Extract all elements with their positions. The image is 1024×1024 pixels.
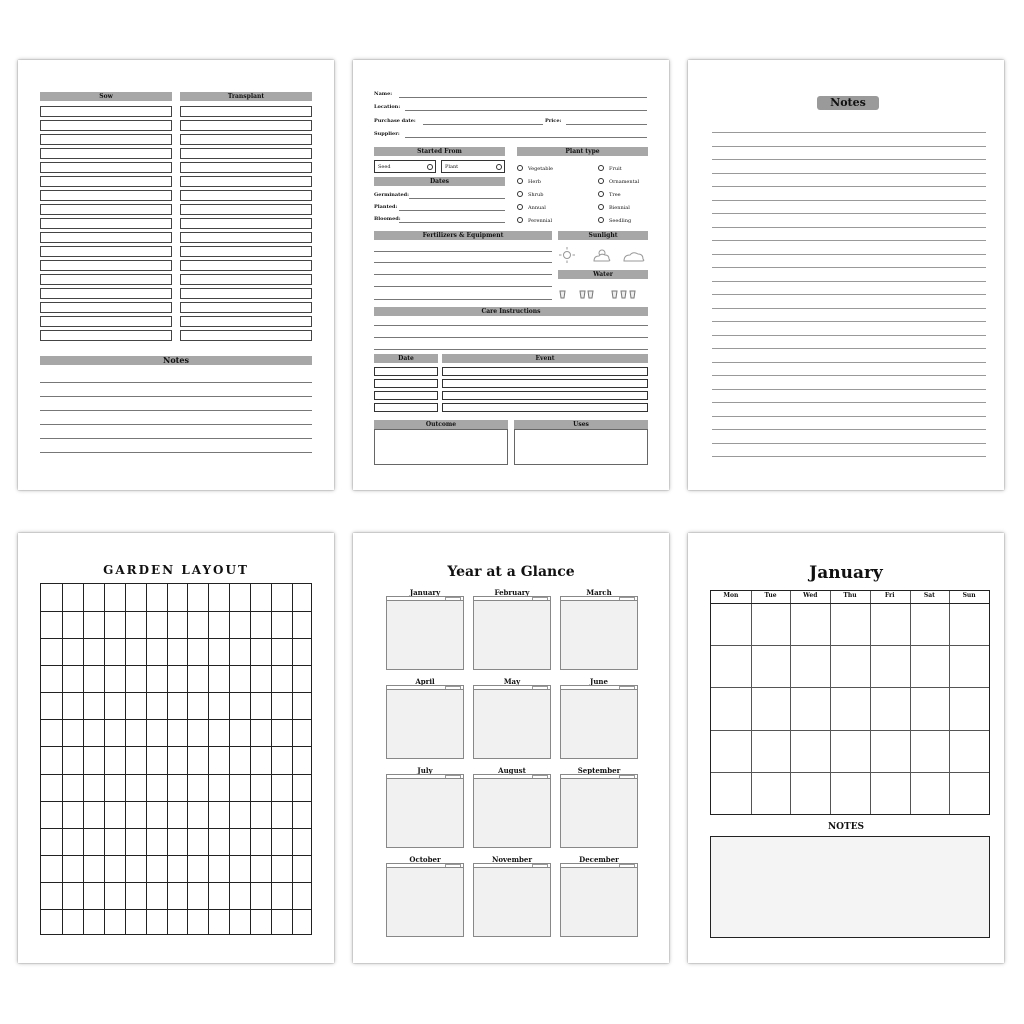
month-notes-area[interactable] bbox=[473, 867, 551, 937]
sun-icon bbox=[559, 247, 575, 263]
calendar-day-cell[interactable] bbox=[830, 603, 870, 645]
plant-type-label: Ornamental bbox=[609, 179, 640, 185]
sow-entry-box[interactable] bbox=[40, 316, 172, 327]
notes-line[interactable] bbox=[712, 159, 986, 160]
radio-icon[interactable] bbox=[517, 165, 523, 171]
sow-entry-box[interactable] bbox=[40, 274, 172, 285]
supplier-label: Supplier: bbox=[374, 131, 400, 137]
name-line[interactable] bbox=[399, 97, 647, 98]
month-card[interactable] bbox=[473, 855, 551, 935]
sow-entry-box[interactable] bbox=[40, 218, 172, 229]
glass-icon bbox=[580, 291, 585, 298]
grid-row-line bbox=[41, 882, 311, 883]
day-header: Sat bbox=[923, 592, 935, 599]
uses-box[interactable] bbox=[514, 429, 648, 465]
sow-entry-box[interactable] bbox=[40, 302, 172, 313]
sow-transplant-page bbox=[18, 60, 334, 490]
calendar-day-cell[interactable] bbox=[790, 772, 830, 814]
outcome-header: Outcome bbox=[374, 420, 508, 429]
notes-line[interactable] bbox=[712, 267, 986, 268]
calendar-day-cell[interactable] bbox=[830, 645, 870, 687]
calendar-day-cell[interactable] bbox=[910, 645, 950, 687]
care-instructions-header: Care Instructions bbox=[374, 307, 648, 316]
uses-header: Uses bbox=[514, 420, 648, 429]
event-header: Event bbox=[442, 354, 648, 363]
month-card[interactable] bbox=[386, 588, 464, 668]
month-card[interactable] bbox=[560, 677, 638, 757]
month-notes-area[interactable] bbox=[386, 600, 464, 670]
bloomed-line[interactable] bbox=[399, 222, 505, 223]
month-name: July bbox=[417, 766, 433, 775]
month-name: October bbox=[409, 855, 441, 864]
glass-icon bbox=[612, 291, 617, 298]
transplant-entry-box[interactable] bbox=[180, 316, 312, 327]
germinated-line[interactable] bbox=[409, 198, 505, 199]
plant-type-option[interactable] bbox=[598, 191, 621, 198]
purchase-date-line[interactable] bbox=[423, 124, 543, 125]
notes-line[interactable] bbox=[712, 429, 986, 430]
plant-type-option[interactable] bbox=[598, 217, 631, 224]
transplant-entry-box[interactable] bbox=[180, 148, 312, 159]
month-notes-area[interactable] bbox=[473, 600, 551, 670]
plant-type-label: Shrub bbox=[528, 192, 544, 198]
notes-line[interactable] bbox=[712, 348, 986, 349]
care-line[interactable] bbox=[374, 349, 648, 350]
planted-line[interactable] bbox=[399, 210, 505, 211]
notes-line[interactable] bbox=[712, 132, 986, 133]
glass-icon bbox=[630, 291, 635, 298]
plant-type-option[interactable] bbox=[517, 191, 543, 198]
price-label: Price: bbox=[545, 118, 562, 124]
notes-line[interactable] bbox=[712, 227, 986, 228]
calendar-day-cell[interactable] bbox=[870, 603, 910, 645]
sow-column bbox=[40, 106, 172, 344]
radio-icon[interactable] bbox=[517, 204, 523, 210]
month-name: May bbox=[503, 677, 521, 686]
calendar-day-cell[interactable] bbox=[790, 645, 830, 687]
radio-icon[interactable] bbox=[598, 204, 604, 210]
month-card[interactable] bbox=[560, 766, 638, 846]
plant-type-label: Herb bbox=[528, 179, 541, 185]
notes-line[interactable] bbox=[712, 362, 986, 363]
grid-row-line bbox=[41, 692, 311, 693]
seed-label: Seed bbox=[378, 164, 391, 170]
started-from-header: Started From bbox=[374, 147, 505, 156]
plant-type-option[interactable] bbox=[517, 165, 553, 172]
grid-row-line bbox=[41, 801, 311, 802]
transplant-entry-box[interactable] bbox=[180, 162, 312, 173]
planted-label: Planted: bbox=[374, 204, 398, 210]
sow-header: Sow bbox=[40, 92, 172, 101]
calendar-day-cell[interactable] bbox=[751, 772, 791, 814]
radio-icon[interactable] bbox=[517, 217, 523, 223]
grid-row-line bbox=[41, 611, 311, 612]
month-name: March bbox=[586, 588, 612, 597]
notes-line[interactable] bbox=[712, 254, 986, 255]
day-header: Sun bbox=[962, 592, 976, 599]
grid-row-line bbox=[41, 855, 311, 856]
month-notes-area[interactable] bbox=[560, 600, 638, 670]
month-name: November bbox=[491, 855, 533, 864]
month-card[interactable] bbox=[560, 855, 638, 935]
seed-option[interactable] bbox=[374, 160, 436, 173]
fertilizer-line[interactable] bbox=[374, 262, 552, 263]
calendar-day-cell[interactable] bbox=[870, 645, 910, 687]
month-name: June bbox=[590, 677, 608, 686]
glass-icon bbox=[560, 291, 565, 298]
notes-line[interactable] bbox=[712, 321, 986, 322]
calendar-day-cell[interactable] bbox=[949, 645, 989, 687]
notes-line[interactable] bbox=[712, 281, 986, 282]
calendar-day-cell[interactable] bbox=[751, 645, 791, 687]
plant-type-label: Seedling bbox=[609, 218, 632, 224]
sow-entry-box[interactable] bbox=[40, 204, 172, 215]
notes-line[interactable] bbox=[40, 396, 312, 397]
garden-layout-page bbox=[18, 533, 334, 963]
month-name: August bbox=[498, 766, 526, 775]
notes-line[interactable] bbox=[40, 452, 312, 453]
calendar-day-cell[interactable] bbox=[751, 603, 791, 645]
plant-type-label: Fruit bbox=[609, 166, 622, 172]
notes-line[interactable] bbox=[712, 389, 986, 390]
month-card[interactable] bbox=[386, 677, 464, 757]
water-header: Water bbox=[558, 270, 648, 279]
month-notes-area[interactable] bbox=[386, 867, 464, 937]
transplant-entry-box[interactable] bbox=[180, 246, 312, 257]
sow-entry-box[interactable] bbox=[40, 134, 172, 145]
transplant-entry-box[interactable] bbox=[180, 260, 312, 271]
calendar-day-cell[interactable] bbox=[790, 603, 830, 645]
calendar-day-cell[interactable] bbox=[830, 687, 870, 729]
calendar-day-cell[interactable] bbox=[949, 603, 989, 645]
event-date-box[interactable] bbox=[374, 403, 438, 412]
plant-type-option[interactable] bbox=[598, 165, 622, 172]
sow-entry-box[interactable] bbox=[40, 246, 172, 257]
calendar-day-cell[interactable] bbox=[870, 772, 910, 814]
plant-label: Plant bbox=[445, 164, 459, 170]
plant-record-page bbox=[353, 60, 669, 490]
notes-page bbox=[688, 60, 1004, 490]
event-date-box[interactable] bbox=[374, 391, 438, 400]
sow-entry-box[interactable] bbox=[40, 260, 172, 271]
plant-type-label: Biennial bbox=[609, 205, 630, 211]
notes-line[interactable] bbox=[712, 186, 986, 187]
event-description-box[interactable] bbox=[442, 379, 648, 388]
notes-line[interactable] bbox=[40, 410, 312, 411]
plant-type-option[interactable] bbox=[598, 178, 639, 185]
calendar-day-cell[interactable] bbox=[790, 687, 830, 729]
notes-line[interactable] bbox=[712, 416, 986, 417]
calendar-day-cell[interactable] bbox=[711, 772, 751, 814]
calendar-day-cell[interactable] bbox=[910, 730, 950, 772]
calendar-day-cell[interactable] bbox=[870, 730, 910, 772]
purchase-date-label: Purchase date: bbox=[374, 118, 416, 124]
transplant-entry-box[interactable] bbox=[180, 302, 312, 313]
calendar-grid bbox=[710, 590, 990, 815]
month-card[interactable] bbox=[560, 588, 638, 668]
transplant-entry-box[interactable] bbox=[180, 120, 312, 131]
plant-type-option[interactable] bbox=[517, 178, 541, 185]
plant-type-header: Plant type bbox=[517, 147, 648, 156]
partly-cloudy-icon bbox=[594, 250, 610, 261]
calendar-day-cell[interactable] bbox=[949, 730, 989, 772]
event-description-box[interactable] bbox=[442, 391, 648, 400]
month-notes-area[interactable] bbox=[386, 689, 464, 759]
seed-radio-icon[interactable] bbox=[427, 164, 433, 170]
radio-icon[interactable] bbox=[598, 217, 604, 223]
care-line[interactable] bbox=[374, 325, 648, 326]
month-notes-area[interactable] bbox=[473, 778, 551, 848]
month-card[interactable] bbox=[473, 588, 551, 668]
notes-line[interactable] bbox=[40, 424, 312, 425]
plant-type-label: Perennial bbox=[528, 218, 553, 224]
bloomed-label: Bloomed: bbox=[374, 216, 401, 222]
month-card[interactable] bbox=[473, 766, 551, 846]
month-card[interactable] bbox=[473, 677, 551, 757]
fertilizer-line[interactable] bbox=[374, 299, 552, 300]
year-at-a-glance-page bbox=[353, 533, 669, 963]
notes-line[interactable] bbox=[712, 402, 986, 403]
outcome-box[interactable] bbox=[374, 429, 508, 465]
month-name: April bbox=[415, 677, 435, 686]
transplant-entry-box[interactable] bbox=[180, 218, 312, 229]
notes-line[interactable] bbox=[712, 443, 986, 444]
month-name: January bbox=[409, 588, 441, 597]
grid-row-line bbox=[41, 746, 311, 747]
month-name: September bbox=[577, 766, 621, 775]
notes-line[interactable] bbox=[712, 200, 986, 201]
month-name: December bbox=[579, 855, 619, 864]
glass-icon bbox=[588, 291, 593, 298]
name-label: Name: bbox=[374, 91, 393, 97]
transplant-entry-box[interactable] bbox=[180, 176, 312, 187]
plant-type-label: Vegetable bbox=[528, 166, 554, 172]
month-name: February bbox=[494, 588, 530, 597]
sow-entry-box[interactable] bbox=[40, 106, 172, 117]
fertilizers-header: Fertilizers & Equipment bbox=[374, 231, 552, 240]
sow-entry-box[interactable] bbox=[40, 148, 172, 159]
event-date-box[interactable] bbox=[374, 367, 438, 376]
plant-option[interactable] bbox=[441, 160, 505, 173]
notes-line[interactable] bbox=[712, 335, 986, 336]
notes-line[interactable] bbox=[40, 438, 312, 439]
germinated-label: Germinated: bbox=[374, 192, 409, 198]
transplant-entry-box[interactable] bbox=[180, 288, 312, 299]
day-header: Wed bbox=[803, 592, 818, 599]
transplant-column bbox=[180, 106, 312, 344]
transplant-entry-box[interactable] bbox=[180, 204, 312, 215]
notes-line[interactable] bbox=[712, 146, 986, 147]
month-notes-area[interactable] bbox=[560, 778, 638, 848]
transplant-entry-box[interactable] bbox=[180, 134, 312, 145]
sow-entry-box[interactable] bbox=[40, 288, 172, 299]
garden-layout-title: GARDEN LAYOUT bbox=[103, 563, 249, 577]
notes-label: NOTES bbox=[827, 822, 865, 832]
calendar-day-cell[interactable] bbox=[949, 772, 989, 814]
sunlight-header: Sunlight bbox=[558, 231, 648, 240]
plant-type-label: Annual bbox=[528, 205, 546, 211]
calendar-day-cell[interactable] bbox=[870, 687, 910, 729]
notes-line[interactable] bbox=[712, 294, 986, 295]
month-card[interactable] bbox=[386, 855, 464, 935]
cloud-icon bbox=[624, 253, 644, 261]
grid-row-line bbox=[41, 719, 311, 720]
sow-entry-box[interactable] bbox=[40, 162, 172, 173]
sow-entry-box[interactable] bbox=[40, 176, 172, 187]
grid-row-line bbox=[41, 828, 311, 829]
month-notes-area[interactable] bbox=[560, 689, 638, 759]
month-card[interactable] bbox=[386, 766, 464, 846]
fertilizer-line[interactable] bbox=[374, 274, 552, 275]
month-title: January bbox=[809, 563, 883, 583]
month-notes-area[interactable] bbox=[560, 867, 638, 937]
grid-row-line bbox=[41, 665, 311, 666]
calendar-day-cell[interactable] bbox=[949, 687, 989, 729]
day-header: Tue bbox=[764, 592, 777, 599]
grid-row-line bbox=[41, 909, 311, 910]
day-header: Thu bbox=[843, 592, 857, 599]
calendar-day-cell[interactable] bbox=[910, 687, 950, 729]
sunlight-icons bbox=[558, 246, 648, 264]
location-line[interactable] bbox=[405, 110, 647, 111]
date-header: Date bbox=[374, 354, 438, 363]
notes-line[interactable] bbox=[712, 375, 986, 376]
calendar-day-cell[interactable] bbox=[790, 730, 830, 772]
notes-line[interactable] bbox=[40, 382, 312, 383]
plant-type-option[interactable] bbox=[598, 204, 630, 211]
notes-line[interactable] bbox=[712, 456, 986, 457]
event-description-box[interactable] bbox=[442, 403, 648, 412]
calendar-day-cell[interactable] bbox=[711, 687, 751, 729]
sow-entry-box[interactable] bbox=[40, 190, 172, 201]
event-date-box[interactable] bbox=[374, 379, 438, 388]
plant-type-option[interactable] bbox=[517, 204, 546, 211]
calendar-day-cell[interactable] bbox=[751, 730, 791, 772]
radio-icon[interactable] bbox=[598, 191, 604, 197]
dates-header: Dates bbox=[374, 177, 505, 186]
notes-line[interactable] bbox=[712, 308, 986, 309]
calendar-day-cell[interactable] bbox=[830, 772, 870, 814]
month-notes-area[interactable] bbox=[473, 689, 551, 759]
transplant-entry-box[interactable] bbox=[180, 232, 312, 243]
transplant-entry-box[interactable] bbox=[180, 190, 312, 201]
transplant-entry-box[interactable] bbox=[180, 330, 312, 341]
radio-icon[interactable] bbox=[517, 191, 523, 197]
day-header: Mon bbox=[723, 592, 739, 599]
calendar-day-cell[interactable] bbox=[910, 603, 950, 645]
notes-line[interactable] bbox=[712, 213, 986, 214]
notes-line[interactable] bbox=[712, 240, 986, 241]
transplant-entry-box[interactable] bbox=[180, 274, 312, 285]
calendar-day-cell[interactable] bbox=[910, 772, 950, 814]
water-icons bbox=[558, 289, 648, 301]
january-calendar-page bbox=[688, 533, 1004, 963]
glass-icon bbox=[621, 291, 626, 298]
radio-icon[interactable] bbox=[598, 165, 604, 171]
sow-entry-box[interactable] bbox=[40, 120, 172, 131]
supplier-line[interactable] bbox=[405, 137, 647, 138]
calendar-day-cell[interactable] bbox=[830, 730, 870, 772]
year-title: Year at a Glance bbox=[447, 564, 575, 580]
month-notes-area[interactable] bbox=[386, 778, 464, 848]
grid-row-line bbox=[41, 774, 311, 775]
transplant-entry-box[interactable] bbox=[180, 106, 312, 117]
sow-entry-box[interactable] bbox=[40, 330, 172, 341]
location-label: Location: bbox=[374, 104, 401, 110]
calendar-notes-box[interactable] bbox=[710, 836, 990, 938]
fertilizer-line[interactable] bbox=[374, 286, 552, 287]
notes-line[interactable] bbox=[712, 173, 986, 174]
calendar-day-cell[interactable] bbox=[711, 645, 751, 687]
calendar-day-cell[interactable] bbox=[751, 687, 791, 729]
garden-grid[interactable] bbox=[40, 583, 312, 935]
sow-entry-box[interactable] bbox=[40, 232, 172, 243]
calendar-day-cell[interactable] bbox=[711, 603, 751, 645]
notes-title: Notes bbox=[817, 96, 879, 110]
fertilizer-line[interactable] bbox=[374, 251, 552, 252]
grid-row-line bbox=[41, 638, 311, 639]
plant-type-option[interactable] bbox=[517, 217, 552, 224]
plant-radio-icon[interactable] bbox=[496, 164, 502, 170]
day-header: Fri bbox=[884, 592, 895, 599]
care-line[interactable] bbox=[374, 337, 648, 338]
plant-type-label: Tree bbox=[609, 192, 621, 198]
notes-header: Notes bbox=[40, 356, 312, 365]
event-description-box[interactable] bbox=[442, 367, 648, 376]
calendar-day-cell[interactable] bbox=[711, 730, 751, 772]
radio-icon[interactable] bbox=[598, 178, 604, 184]
price-line[interactable] bbox=[566, 124, 647, 125]
radio-icon[interactable] bbox=[517, 178, 523, 184]
transplant-header: Transplant bbox=[180, 92, 312, 101]
